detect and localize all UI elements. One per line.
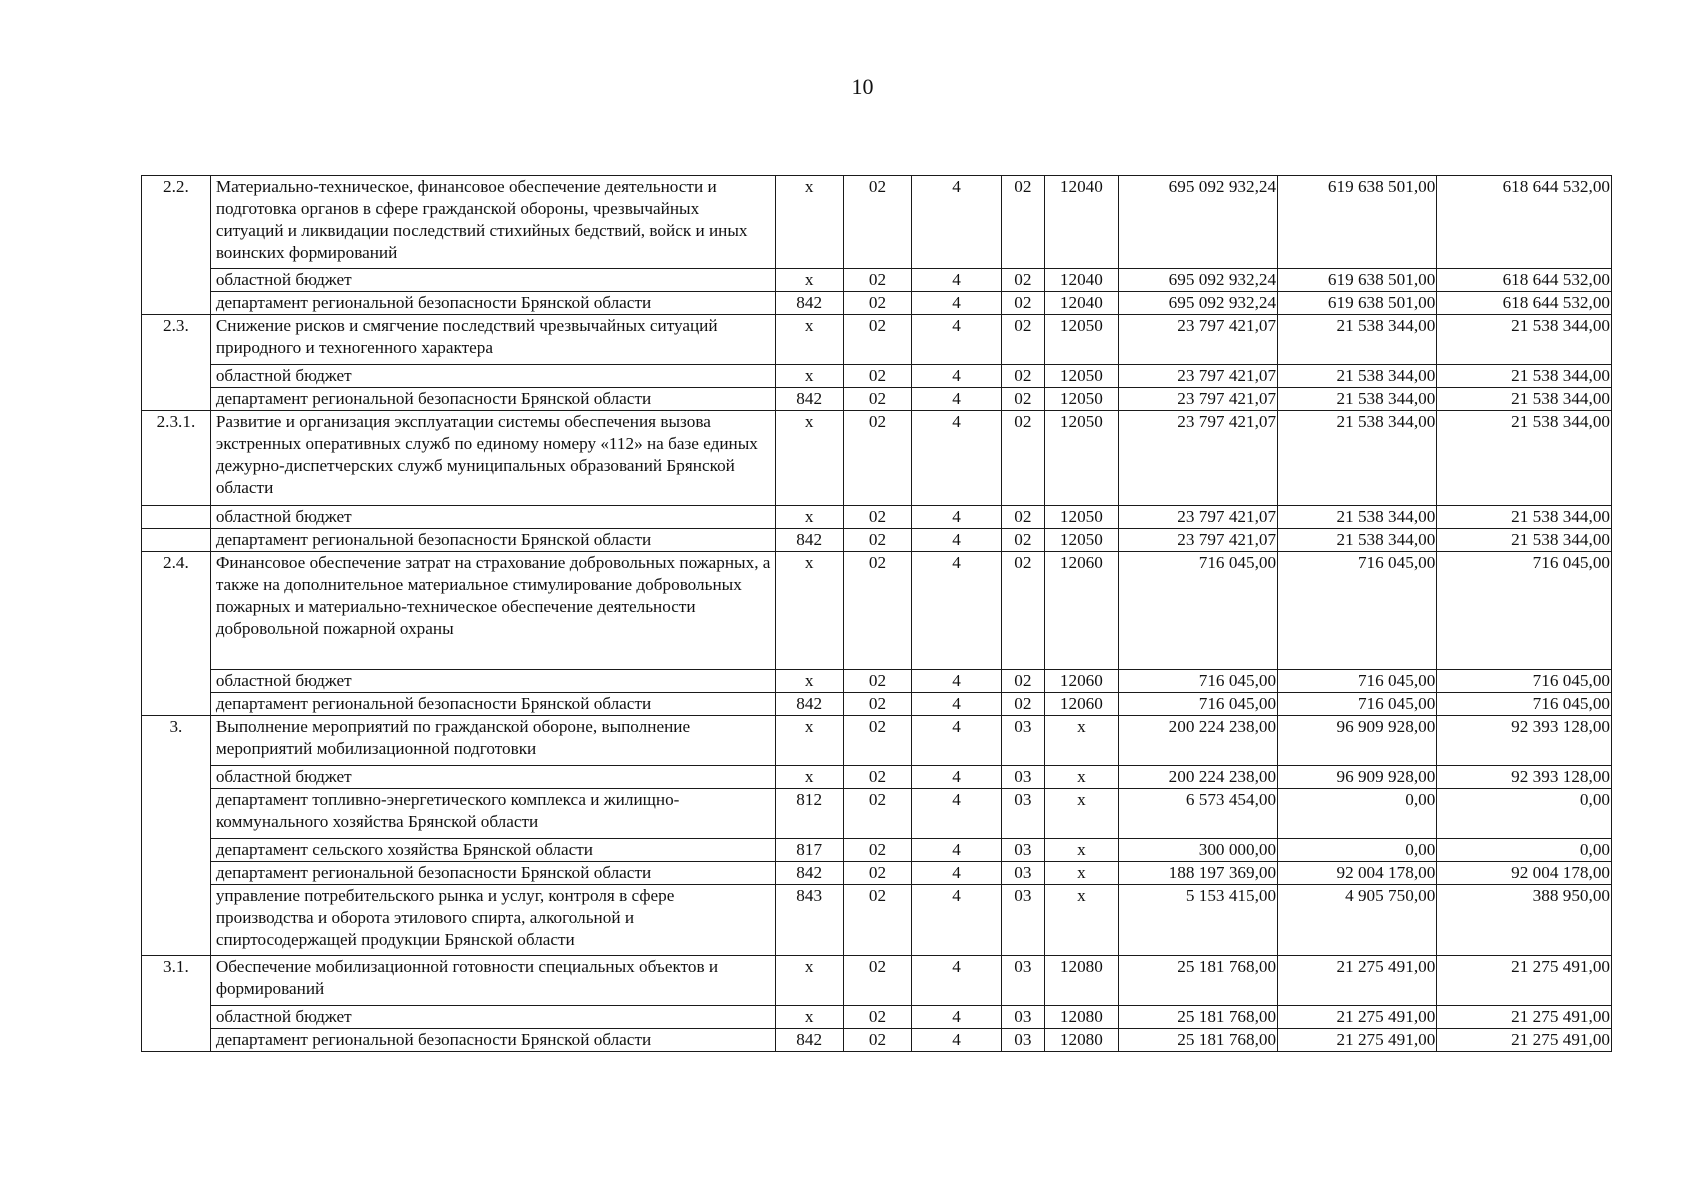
direction-code-cell: 12040 [1044,269,1118,292]
table-row [142,839,1612,862]
description-cell: областной бюджет [210,269,775,292]
description-cell: департамент топливно-энергетического комплекса и жилищно-коммунального хозяйства Брянской области [210,789,775,839]
amount-year1-cell: 200 224 238,00 [1118,716,1277,766]
description-cell: Финансовое обеспечение затрат на страхование добровольных пожарных, а также на дополнительное материальное стимулирование добровольных пожарных и материально-техническое обеспечение деятельности добровольной пожарной охраны [210,552,775,670]
direction-code-cell: 12050 [1044,365,1118,388]
amount-year1-cell: 23 797 421,07 [1118,411,1277,506]
section-code-cell: 02 [843,839,912,862]
amount-year1-cell: 25 181 768,00 [1118,1006,1277,1029]
direction-code-cell: 12040 [1044,292,1118,315]
amount-year3-cell: 92 004 178,00 [1437,862,1612,885]
department-code-cell: х [775,411,843,506]
program-code-cell: 4 [912,176,1001,269]
amount-year2-cell: 21 538 344,00 [1278,506,1437,529]
amount-year2-cell: 619 638 501,00 [1278,292,1437,315]
subprogram-code-cell: 03 [1001,839,1044,862]
amount-year3-cell: 716 045,00 [1437,670,1612,693]
amount-year2-cell: 21 538 344,00 [1278,365,1437,388]
description-cell: департамент региональной безопасности Брянской области [210,292,775,315]
direction-code-cell: 12050 [1044,411,1118,506]
description-cell: областной бюджет [210,1006,775,1029]
amount-year3-cell: 21 538 344,00 [1437,529,1612,552]
direction-code-cell: 12050 [1044,506,1118,529]
program-code-cell: 4 [912,292,1001,315]
amount-year2-cell: 716 045,00 [1278,670,1437,693]
program-code-cell: 4 [912,839,1001,862]
amount-year1-cell: 300 000,00 [1118,839,1277,862]
program-code-cell: 4 [912,693,1001,716]
amount-year2-cell: 21 538 344,00 [1278,411,1437,506]
amount-year3-cell: 21 538 344,00 [1437,411,1612,506]
table-row [142,956,1612,1006]
amount-year3-cell: 716 045,00 [1437,552,1612,670]
table-row [142,1029,1612,1052]
section-code-cell: 02 [843,506,912,529]
description-cell: областной бюджет [210,670,775,693]
program-code-cell: 4 [912,885,1001,956]
department-code-cell: х [775,365,843,388]
direction-code-cell: 12080 [1044,1029,1118,1052]
amount-year1-cell: 716 045,00 [1118,670,1277,693]
amount-year3-cell: 0,00 [1437,789,1612,839]
item-number-cell: 2.4. [142,552,211,716]
program-code-cell: 4 [912,1029,1001,1052]
amount-year3-cell: 21 538 344,00 [1437,365,1612,388]
item-number-cell: 2.3. [142,315,211,411]
section-code-cell: 02 [843,693,912,716]
subprogram-code-cell: 02 [1001,506,1044,529]
amount-year1-cell: 23 797 421,07 [1118,506,1277,529]
department-code-cell: 842 [775,529,843,552]
item-number-cell [142,506,211,529]
program-code-cell: 4 [912,956,1001,1006]
subprogram-code-cell: 02 [1001,388,1044,411]
department-code-cell: х [775,1006,843,1029]
amount-year2-cell: 96 909 928,00 [1278,766,1437,789]
program-code-cell: 4 [912,315,1001,365]
amount-year2-cell: 96 909 928,00 [1278,716,1437,766]
direction-code-cell: 12050 [1044,529,1118,552]
amount-year3-cell: 21 275 491,00 [1437,1006,1612,1029]
section-code-cell: 02 [843,176,912,269]
amount-year2-cell: 0,00 [1278,789,1437,839]
department-code-cell: 843 [775,885,843,956]
section-code-cell: 02 [843,885,912,956]
table-row [142,789,1612,839]
direction-code-cell: х [1044,789,1118,839]
program-code-cell: 4 [912,670,1001,693]
subprogram-code-cell: 02 [1001,693,1044,716]
description-cell: департамент региональной безопасности Брянской области [210,529,775,552]
item-number-cell: 3.1. [142,956,211,1052]
amount-year1-cell: 188 197 369,00 [1118,862,1277,885]
direction-code-cell: 12060 [1044,693,1118,716]
department-code-cell: х [775,269,843,292]
subprogram-code-cell: 03 [1001,956,1044,1006]
department-code-cell: х [775,176,843,269]
program-code-cell: 4 [912,1006,1001,1029]
amount-year2-cell: 716 045,00 [1278,693,1437,716]
table-row [142,411,1612,506]
program-code-cell: 4 [912,269,1001,292]
description-cell: областной бюджет [210,766,775,789]
description-cell: Выполнение мероприятий по гражданской обороне, выполнение мероприятий мобилизационной подготовки [210,716,775,766]
description-cell: департамент региональной безопасности Брянской области [210,388,775,411]
amount-year2-cell: 0,00 [1278,839,1437,862]
description-cell: Снижение рисков и смягчение последствий чрезвычайных ситуаций природного и техногенного характера [210,315,775,365]
department-code-cell: 812 [775,789,843,839]
amount-year2-cell: 21 275 491,00 [1278,956,1437,1006]
amount-year3-cell: 716 045,00 [1437,693,1612,716]
section-code-cell: 02 [843,411,912,506]
amount-year1-cell: 716 045,00 [1118,552,1277,670]
table-row [142,388,1612,411]
section-code-cell: 02 [843,716,912,766]
amount-year1-cell: 695 092 932,24 [1118,292,1277,315]
department-code-cell: х [775,670,843,693]
subprogram-code-cell: 02 [1001,292,1044,315]
subprogram-code-cell: 02 [1001,269,1044,292]
amount-year3-cell: 388 950,00 [1437,885,1612,956]
program-code-cell: 4 [912,506,1001,529]
amount-year2-cell: 716 045,00 [1278,552,1437,670]
table-row [142,315,1612,365]
item-number-cell [142,529,211,552]
section-code-cell: 02 [843,315,912,365]
table-row [142,693,1612,716]
page-number: 10 [851,74,874,99]
section-code-cell: 02 [843,1006,912,1029]
description-cell: департамент региональной безопасности Брянской области [210,1029,775,1052]
section-code-cell: 02 [843,670,912,693]
amount-year1-cell: 23 797 421,07 [1118,315,1277,365]
program-code-cell: 4 [912,716,1001,766]
section-code-cell: 02 [843,365,912,388]
table-row [142,766,1612,789]
description-cell: департамент региональной безопасности Брянской области [210,693,775,716]
department-code-cell: х [775,506,843,529]
direction-code-cell: 12060 [1044,552,1118,670]
table-row [142,529,1612,552]
program-code-cell: 4 [912,529,1001,552]
program-code-cell: 4 [912,365,1001,388]
table-row [142,176,1612,269]
direction-code-cell: х [1044,766,1118,789]
amount-year3-cell: 92 393 128,00 [1437,716,1612,766]
amount-year3-cell: 618 644 532,00 [1437,269,1612,292]
direction-code-cell: 12050 [1044,388,1118,411]
amount-year3-cell: 21 275 491,00 [1437,956,1612,1006]
section-code-cell: 02 [843,552,912,670]
department-code-cell: 842 [775,292,843,315]
amount-year2-cell: 21 538 344,00 [1278,529,1437,552]
amount-year1-cell: 5 153 415,00 [1118,885,1277,956]
table-row [142,292,1612,315]
item-number-cell: 3. [142,716,211,956]
amount-year2-cell: 21 538 344,00 [1278,315,1437,365]
department-code-cell: х [775,766,843,789]
table-row [142,885,1612,956]
table-row [142,716,1612,766]
subprogram-code-cell: 02 [1001,529,1044,552]
amount-year1-cell: 695 092 932,24 [1118,269,1277,292]
description-cell: департамент региональной безопасности Брянской области [210,862,775,885]
program-code-cell: 4 [912,552,1001,670]
table-row [142,269,1612,292]
section-code-cell: 02 [843,292,912,315]
section-code-cell: 02 [843,1029,912,1052]
amount-year2-cell: 4 905 750,00 [1278,885,1437,956]
program-code-cell: 4 [912,411,1001,506]
direction-code-cell: 12060 [1044,670,1118,693]
subprogram-code-cell: 03 [1001,789,1044,839]
amount-year3-cell: 618 644 532,00 [1437,176,1612,269]
section-code-cell: 02 [843,269,912,292]
subprogram-code-cell: 02 [1001,552,1044,670]
item-number-cell: 2.3.1. [142,411,211,506]
direction-code-cell: х [1044,862,1118,885]
amount-year3-cell: 618 644 532,00 [1437,292,1612,315]
department-code-cell: х [775,716,843,766]
table-row [142,552,1612,670]
amount-year1-cell: 25 181 768,00 [1118,956,1277,1006]
program-code-cell: 4 [912,789,1001,839]
department-code-cell: 842 [775,693,843,716]
amount-year3-cell: 21 275 491,00 [1437,1029,1612,1052]
description-cell: Обеспечение мобилизационной готовности специальных объектов и формирований [210,956,775,1006]
table-row [142,670,1612,693]
department-code-cell: 842 [775,862,843,885]
description-cell: областной бюджет [210,365,775,388]
department-code-cell: х [775,956,843,1006]
subprogram-code-cell: 03 [1001,862,1044,885]
department-code-cell: х [775,552,843,670]
amount-year1-cell: 23 797 421,07 [1118,365,1277,388]
direction-code-cell: х [1044,885,1118,956]
subprogram-code-cell: 03 [1001,1029,1044,1052]
program-code-cell: 4 [912,862,1001,885]
description-cell: управление потребительского рынка и услуг, контроля в сфере производства и оборота этилового спирта, алкогольной и спиртосодержащей продукции Брянской области [210,885,775,956]
amount-year1-cell: 200 224 238,00 [1118,766,1277,789]
description-cell: Материально-техническое, финансовое обеспечение деятельности и подготовка органов в сфере гражданской обороны, чрезвычайных ситуаций и ликвидации последствий стихийных бедствий, войск и иных воинских формирований [210,176,775,269]
item-number-cell: 2.2. [142,176,211,315]
table-row [142,1006,1612,1029]
section-code-cell: 02 [843,529,912,552]
direction-code-cell: 12080 [1044,956,1118,1006]
section-code-cell: 02 [843,766,912,789]
table-row [142,365,1612,388]
amount-year3-cell: 92 393 128,00 [1437,766,1612,789]
subprogram-code-cell: 02 [1001,315,1044,365]
section-code-cell: 02 [843,388,912,411]
program-code-cell: 4 [912,766,1001,789]
table-row [142,506,1612,529]
subprogram-code-cell: 03 [1001,1006,1044,1029]
direction-code-cell: 12050 [1044,315,1118,365]
description-cell: департамент сельского хозяйства Брянской области [210,839,775,862]
amount-year2-cell: 619 638 501,00 [1278,269,1437,292]
subprogram-code-cell: 03 [1001,716,1044,766]
subprogram-code-cell: 02 [1001,365,1044,388]
subprogram-code-cell: 03 [1001,766,1044,789]
section-code-cell: 02 [843,956,912,1006]
direction-code-cell: 12080 [1044,1006,1118,1029]
description-cell: областной бюджет [210,506,775,529]
direction-code-cell: х [1044,716,1118,766]
amount-year3-cell: 21 538 344,00 [1437,315,1612,365]
table-row [142,862,1612,885]
section-code-cell: 02 [843,789,912,839]
subprogram-code-cell: 02 [1001,670,1044,693]
amount-year1-cell: 23 797 421,07 [1118,529,1277,552]
department-code-cell: 842 [775,1029,843,1052]
amount-year1-cell: 716 045,00 [1118,693,1277,716]
budget-table [141,175,1612,1052]
amount-year2-cell: 92 004 178,00 [1278,862,1437,885]
department-code-cell: 842 [775,388,843,411]
subprogram-code-cell: 02 [1001,411,1044,506]
description-cell: Развитие и организация эксплуатации системы обеспечения вызова экстренных оперативных служб по единому номеру «112» на базе единых дежурно-диспетчерских служб муниципальных образований Брянской области [210,411,775,506]
amount-year3-cell: 21 538 344,00 [1437,506,1612,529]
amount-year1-cell: 23 797 421,07 [1118,388,1277,411]
amount-year1-cell: 695 092 932,24 [1118,176,1277,269]
table-body [142,176,1612,1052]
department-code-cell: х [775,315,843,365]
amount-year2-cell: 619 638 501,00 [1278,176,1437,269]
subprogram-code-cell: 02 [1001,176,1044,269]
amount-year1-cell: 25 181 768,00 [1118,1029,1277,1052]
program-code-cell: 4 [912,388,1001,411]
amount-year1-cell: 6 573 454,00 [1118,789,1277,839]
amount-year2-cell: 21 538 344,00 [1278,388,1437,411]
subprogram-code-cell: 03 [1001,885,1044,956]
amount-year3-cell: 21 538 344,00 [1437,388,1612,411]
section-code-cell: 02 [843,862,912,885]
amount-year3-cell: 0,00 [1437,839,1612,862]
direction-code-cell: х [1044,839,1118,862]
direction-code-cell: 12040 [1044,176,1118,269]
amount-year2-cell: 21 275 491,00 [1278,1029,1437,1052]
amount-year2-cell: 21 275 491,00 [1278,1006,1437,1029]
department-code-cell: 817 [775,839,843,862]
